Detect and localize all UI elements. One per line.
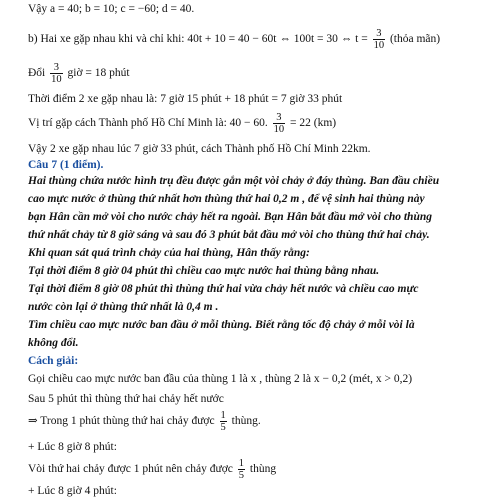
solution-line-with-fraction: [28, 458, 276, 481]
text-span: thùng: [249, 463, 277, 476]
text-span: + Lúc 8 giờ 8 phút:: [28, 441, 117, 453]
fraction-numerator: 3: [50, 62, 63, 74]
fraction-denominator: 10: [51, 74, 62, 85]
problem-line: [28, 318, 415, 332]
text-span: thùng.: [231, 415, 261, 428]
solution-line: [28, 392, 224, 406]
text-line-with-fraction: [28, 112, 336, 135]
text-span: Câu 7 (1 điểm).: [28, 159, 104, 171]
problem-line: [28, 300, 218, 314]
text-span: Đổi: [28, 67, 46, 80]
text-line: [28, 142, 371, 156]
text-span: giờ = 18 phút: [67, 67, 130, 80]
text-line: [28, 92, 342, 106]
solution-line-with-fraction: [28, 410, 261, 433]
problem-line: [28, 336, 79, 350]
text-span: không đổi.: [28, 337, 79, 349]
problem-line: [28, 174, 439, 188]
problem-line: [28, 264, 379, 278]
solution-line: [28, 484, 117, 498]
fraction-numerator: 1: [238, 458, 245, 469]
text-span: Vậy 2 xe gặp nhau lúc 7 giờ 33 phút, cách Thành phố Hồ Chí Minh 22km.: [28, 143, 371, 155]
text-span: = 22 (km): [290, 117, 337, 130]
text-span: b) Hai xe gặp nhau khi và chỉ khi: 40t + 10 = 40 − 60t ⇔ 100t = 30 ⇔ t =: [28, 33, 368, 46]
text-span: thứ nhất chảy từ 8 giờ sáng và sau đó 3 phút bắt đầu mở vòi cho thùng thứ hai chảy.: [28, 229, 430, 241]
fraction-denominator: 5: [220, 422, 226, 433]
text-line-with-fraction: [28, 62, 130, 85]
problem-line: [28, 210, 432, 224]
fraction: [50, 62, 63, 85]
text-span: + Lúc 8 giờ 4 phút:: [28, 485, 117, 497]
text-span: Vòi thứ hai chảy được 1 phút nên chảy được: [28, 463, 233, 476]
text-line-with-fraction: [28, 28, 440, 51]
text-span: (thỏa mãn): [389, 33, 441, 46]
fraction-denominator: 10: [373, 40, 385, 51]
text-span: Sau 5 phút thì thùng thứ hai chảy hết nước: [28, 393, 224, 405]
fraction-numerator: 3: [373, 28, 386, 40]
text-line: [28, 2, 194, 16]
problem-line: [28, 192, 425, 206]
text-span: ⇒ Trong 1 phút thùng thứ hai chảy được: [28, 415, 215, 428]
text-span: Hai thùng chứa nước hình trụ đều được gắn một vòi chảy ở đáy thùng. Ban đầu chiều: [28, 175, 440, 187]
fraction: [373, 28, 386, 51]
text-span: cao mực nước ở thùng thứ nhất hơn thùng thứ hai 0,2 m , để vệ sinh hai thùng này: [28, 193, 425, 205]
text-span: Thời điểm 2 xe gặp nhau là: 7 giờ 15 phút + 18 phút = 7 giờ 33 phút: [28, 93, 343, 105]
text-span: Tại thời điểm 8 giờ 08 phút thì thùng thứ hai vừa chảy hết nước và chiều cao mực: [28, 283, 419, 295]
text-span: Gọi chiều cao mực nước ban đầu của thùng 1 là x , thùng 2 là x − 0,2 (mét, x > 0,2): [28, 373, 413, 385]
fraction-numerator: 3: [273, 112, 286, 124]
fraction-numerator: 1: [220, 410, 226, 421]
text-span: nước còn lại ở thùng thứ nhất là 0,4 m .: [28, 301, 219, 313]
text-span: Khi quan sát quá trình chảy của hai thùng, Hân thấy rằng:: [28, 247, 310, 259]
solution-line: [28, 440, 117, 454]
solution-title: [28, 354, 78, 368]
text-span: Cách giải:: [28, 355, 79, 367]
solution-line: [28, 372, 412, 386]
problem-line: [28, 282, 418, 296]
fraction-denominator: 5: [238, 470, 245, 481]
fraction-denominator: 10: [273, 124, 285, 135]
problem-line: [28, 246, 310, 260]
question-title: [28, 158, 103, 172]
text-span: Vậy a = 40; b = 10; c = −60; d = 40.: [28, 3, 195, 15]
fraction: [273, 112, 286, 135]
fraction: [238, 458, 245, 481]
fraction: [220, 410, 227, 433]
text-span: Tại thời điểm 8 giờ 04 phút thì chiều cao mực nước hai thùng bằng nhau.: [28, 265, 380, 277]
text-span: bạn Hân cần mở vòi cho nước chảy hết ra ngoài. Bạn Hân bắt đầu mở vòi cho thùng: [28, 211, 432, 223]
problem-line: [28, 228, 430, 242]
text-span: Vị trí gặp cách Thành phố Hồ Chí Minh là: 40 − 60.: [28, 117, 268, 130]
text-span: Tìm chiều cao mực nước ban đầu ở mỗi thùng. Biết rằng tốc độ chảy ở mỗi vòi là: [28, 319, 415, 331]
